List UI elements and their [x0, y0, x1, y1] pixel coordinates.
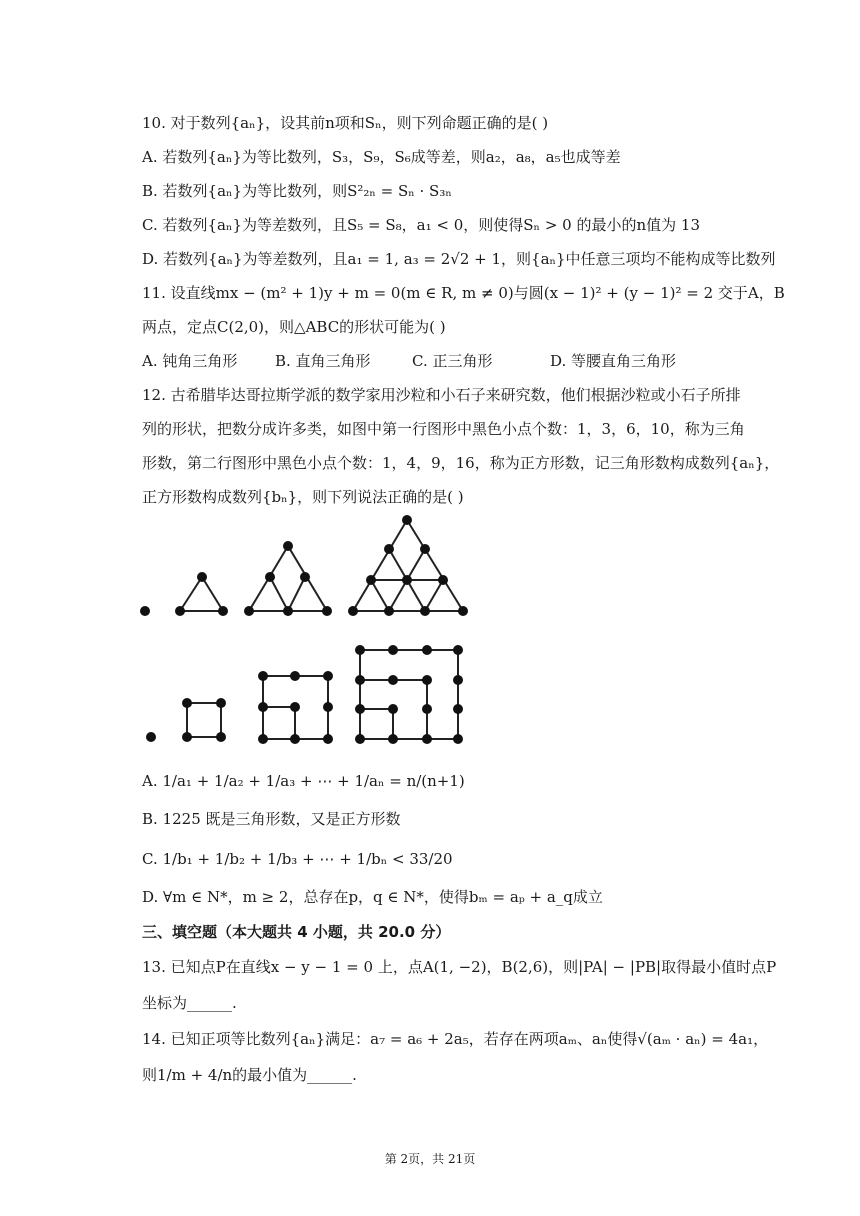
q10-option-c: C. 若数列{aₙ}为等差数列，且S₅ = S₈，a₁ < 0，则使得Sₙ > 0 的最小的n值为 13	[142, 216, 700, 234]
q12-stem-line2: 列的形状，把数分成许多类，如图中第一行图形中黑色小点个数：1，3，6，10，称为三角	[142, 420, 745, 438]
q14-line1: 14. 已知正项等比数列{aₙ}满足：a₇ = a₆ + 2a₅，若存在两项aₘ、aₙ使得√(aₘ · aₙ) = 4a₁，	[142, 1030, 769, 1048]
q13-line1: 13. 已知点P在直线x − y − 1 = 0 上，点A(1, −2)，B(2,6)，则|PA| − |PB|取得最小值时点P	[142, 958, 777, 976]
q10-option-b: B. 若数列{aₙ}为等比数列，则S²₂ₙ = Sₙ · S₃ₙ	[142, 182, 452, 200]
q11-option-b: B. 直角三角形	[275, 352, 371, 370]
q14-line2: 则1/m + 4/n的最小值为______.	[142, 1066, 357, 1084]
q10-option-d: D. 若数列{aₙ}为等差数列，且a₁ = 1, a₃ = 2√2 + 1，则{aₙ}中任意三项均不能构成等比数列	[142, 250, 776, 268]
q12-stem-line3: 形数，第二行图形中黑色小点个数：1，4，9，16，称为正方形数，记三角形数构成数列{aₙ}，	[142, 454, 780, 472]
section-heading: 三、填空题（本大题共 4 小题，共 20.0 分）	[142, 923, 451, 941]
figurate-numbers-figure	[135, 510, 480, 755]
q12-stem-line4: 正方形数构成数列{bₙ}，则下列说法正确的是( )	[142, 488, 464, 506]
q11-option-d: D. 等腰直角三角形	[550, 352, 677, 370]
q10-stem: 10. 对于数列{aₙ}，设其前n项和Sₙ，则下列命题正确的是( )	[142, 114, 549, 132]
q12-option-c: C. 1/b₁ + 1/b₂ + 1/b₃ + ⋯ + 1/bₙ < 33/20	[142, 850, 453, 868]
q11-options	[142, 350, 676, 372]
q11-stem-line1: 11. 设直线mx − (m² + 1)y + m = 0(m ∈ R, m ≠ 0)与圆(x − 1)² + (y − 1)² = 2 交于A，B	[142, 284, 785, 302]
page-footer: 第 2页，共 21页	[384, 1152, 476, 1166]
q10-option-a: A. 若数列{aₙ}为等比数列，S₃，S₉，S₆成等差，则a₂，a₈，a₅也成等差	[142, 148, 621, 166]
q12-option-b: B. 1225 既是三角形数，又是正方形数	[142, 810, 401, 828]
q12-stem-line1: 12. 古希腊毕达哥拉斯学派的数学家用沙粒和小石子来研究数，他们根据沙粒或小石子所排	[142, 386, 741, 404]
q12-option-d: D. ∀m ∈ N*，m ≥ 2，总存在p，q ∈ N*，使得bₘ = aₚ + a_q成立	[142, 888, 603, 906]
q13-line2: 坐标为______.	[142, 994, 237, 1012]
q11-stem-line2: 两点，定点C(2,0)，则△ABC的形状可能为( )	[142, 318, 446, 336]
q11-option-c: C. 正三角形	[412, 352, 493, 370]
q11-option-a: A. 钝角三角形	[142, 352, 238, 370]
q12-option-a: A. 1/a₁ + 1/a₂ + 1/a₃ + ⋯ + 1/aₙ = n/(n+1)	[142, 772, 465, 790]
